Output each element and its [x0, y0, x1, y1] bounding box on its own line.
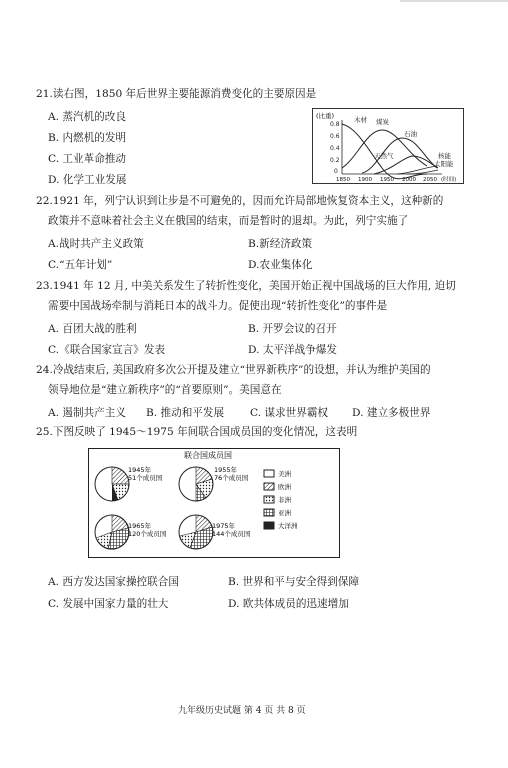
xunit: (时间)	[441, 177, 457, 183]
q21-option-c: C. 工业革命推动	[48, 153, 127, 165]
label-gas: 天然气	[374, 152, 394, 160]
q21-option-a: A. 蒸汽机的改良	[48, 111, 126, 123]
pie-1965-count: 120个成员国	[128, 530, 167, 538]
pie-1975-year: 1975年	[212, 522, 236, 530]
q21-option-b: B. 内燃机的发明	[48, 132, 127, 144]
legend-europe: 欧洲	[278, 483, 291, 491]
q22-option-d: D.农业集体化	[248, 259, 313, 271]
scan-edge	[400, 0, 508, 2]
q23-option-d: D. 太平洋战争爆发	[248, 344, 338, 356]
pie-1945-count: 51个成员国	[128, 474, 163, 482]
pie-1955-year: 1955年	[214, 466, 238, 474]
q23-line1: 23.1941 年 12 月, 中美关系发生了转折性变化，美国开始正视中国战场的巨大作用, 迫切	[36, 280, 456, 292]
q25-option-a: A. 西方发达国家操控联合国	[48, 576, 179, 588]
pie-1975-count: 144个成员国	[212, 530, 251, 538]
ytick-0.8: 0.8	[330, 121, 340, 128]
q22-option-a: A.战时共产主义政策	[48, 238, 144, 250]
label-nuclear: 核能	[438, 152, 451, 160]
q23-option-c: C.《联合国家宣言》发表	[48, 344, 166, 356]
q24-option-d: D. 建立多极世界	[352, 407, 431, 419]
q24-option-a: A. 遏制共产主义	[48, 407, 126, 419]
q21-option-d: D. 化学工业发展	[48, 174, 127, 186]
xtick-1950: 1950	[380, 177, 394, 183]
q23-option-a: A. 百团大战的胜利	[48, 323, 137, 335]
legend-asia: 亚洲	[278, 509, 291, 517]
q22-line1: 22.1921 年，列宁认识到让步是不可避免的，因而允许局部地恢复资本主义，这种新的	[36, 195, 444, 207]
xtick-1850: 1850	[336, 177, 350, 183]
un-figure-title: 联合国成员国	[184, 451, 232, 460]
q25-option-d: D. 欧共体成员的迅速增加	[228, 598, 349, 610]
label-coal: 煤炭	[376, 118, 389, 126]
q24-option-b: B. 推动和平发展	[146, 407, 225, 419]
energy-share-chart	[312, 108, 464, 184]
q24-line1: 24.冷战结束后, 美国政府多次公开提及建立“世界新秩序”的设想，并认为维护美国的	[36, 364, 431, 376]
xtick-2050: 2050	[423, 177, 437, 183]
q21-stem: 21.读右图，1850 年后世界主要能源消费变化的主要原因是	[36, 88, 317, 100]
label-solar: 太阳能	[434, 160, 454, 168]
label-oil: 石油	[404, 130, 417, 138]
q22-option-b: B.新经济政策	[248, 238, 313, 250]
ytick-0.6: 0.6	[330, 133, 340, 140]
q25-option-c: C. 发展中国家力量的壮大	[48, 598, 169, 610]
q24-line2: 领导地位是“建立新秩序”的“首要原则”。美国意在	[48, 384, 282, 396]
q24-option-c: C. 谋求世界霸权	[250, 407, 329, 419]
pie-1955-count: 76个成员国	[214, 474, 249, 482]
chart-ylabel: (比重)	[316, 112, 335, 120]
ytick-0: 0	[334, 168, 338, 175]
page-footer: 九年级历史试题 第 4 页 共 8 页	[178, 706, 306, 716]
xtick-2000: 2000	[402, 177, 416, 183]
q23-line2: 需要中国战场牵制与消耗日本的战斗力。促使出现“转折性变化”的事件是	[48, 300, 388, 312]
q25-stem: 25.下图反映了 1945～1975 年间联合国成员国的变化情况，这表明	[36, 426, 358, 438]
legend-oceania: 大洋洲	[278, 522, 298, 530]
q25-option-b: B. 世界和平与安全得到保障	[228, 576, 360, 588]
ytick-0.2: 0.2	[330, 157, 340, 164]
pie-1945-year: 1945年	[128, 466, 152, 474]
ytick-0.4: 0.4	[330, 145, 340, 152]
un-members-figure	[88, 448, 340, 558]
legend-americas: 美洲	[278, 470, 291, 478]
legend-africa: 非洲	[278, 496, 291, 504]
q22-line2: 政策并不意味着社会主义在俄国的结束，而是暂时的退却。为此，列宁实施了	[48, 215, 409, 227]
pie-1965-year: 1965年	[128, 522, 152, 530]
q22-option-c: C.“五年计划”	[48, 259, 113, 271]
label-wood: 木材	[354, 116, 367, 124]
q23-option-b: B. 开罗会议的召开	[248, 323, 337, 335]
xtick-1900: 1900	[358, 177, 372, 183]
